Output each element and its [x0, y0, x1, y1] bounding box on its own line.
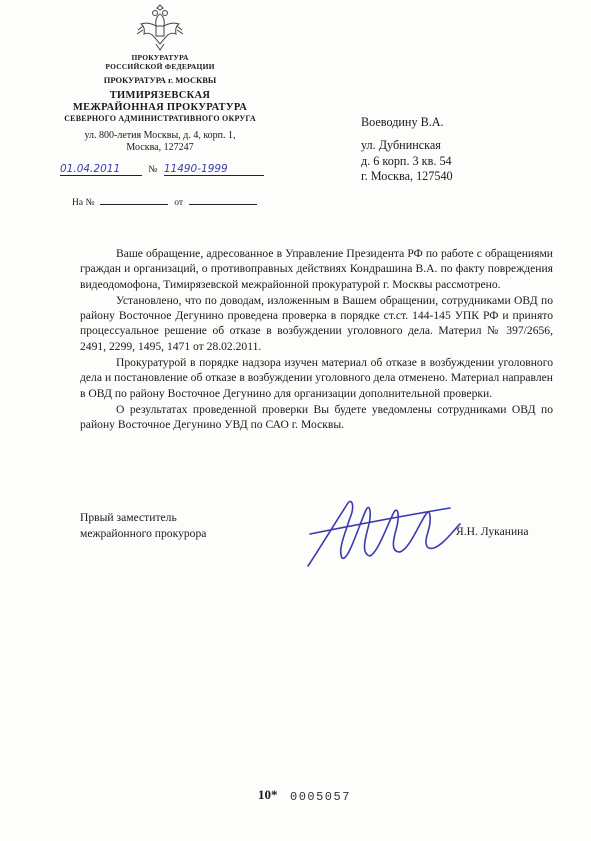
addressee-house: д. 6 корп. 3 кв. 54	[361, 154, 452, 168]
reference-label: На №	[72, 198, 95, 208]
signatory-position-line-2: межрайонного прокурора	[80, 527, 207, 540]
addressee-city: г. Москва, 127540	[361, 169, 453, 183]
header-line-timiryazevskaya: ТИМИРЯЗЕВСКАЯ	[109, 90, 211, 101]
body-paragraph-3: Прокуратурой в порядке надзора изучен материал об отказе в возбуждении уголовного дела и постановление об отказе в возбуждении уголовного дела отменено. Материал направлен в ОВД по району Восточное Дегунино для организации дополнительной проверки.	[80, 356, 553, 400]
handwritten-number: 11490-1999	[163, 163, 228, 175]
header-line-interdistrict: МЕЖРАЙОННАЯ ПРОКУРАТУРА	[72, 102, 248, 113]
header-line-moscow-prosecutors: ПРОКУРАТУРА г. МОСКВЫ	[103, 75, 217, 85]
number-sign: №	[148, 165, 158, 175]
body-paragraph-2: Установлено, что по доводам, изложенным в Вашем обращении, сотрудниками ОВД по району Восточное Дегунино проведена проверка в порядке ст.ст. 144-145 УПК РФ и принято процессуальное решение об отказе в возбуждении уголовного дела. Материл № 397/2656, 2491, 2299, 1495, 1471 от 28.02.2011.	[80, 293, 553, 353]
body-paragraph-4: О результатах проведенной проверки Вы будете уведомлены сотрудниками ОВД по району Восточное Дегунино УВД по САО г. Москвы.	[80, 402, 553, 432]
double-headed-eagle-emblem-icon	[135, 4, 185, 52]
reference-from-label: от	[174, 198, 184, 208]
outgoing-registration-line	[60, 163, 264, 176]
signatory-position	[80, 510, 206, 542]
addressee-street: ул. Дубнинская	[361, 138, 441, 152]
footer-serial-number: 0005057	[290, 790, 351, 804]
signatory-position-line-1: Првый заместитель	[80, 511, 177, 524]
header-address-line-1: ул. 800-летия Москвы, д. 4, корп. 1,	[84, 130, 236, 141]
handwritten-signature-icon	[300, 488, 470, 573]
reference-registration-line	[72, 198, 257, 208]
addressee-name: Воеводину В.А.	[361, 115, 444, 129]
letter-body	[80, 246, 553, 434]
body-paragraph-1: Ваше обращение, адресованное в Управление Президента РФ по работе с обращениями граждан и организаций, о противоправных действиях Кондрашина В.А. по факту повреждения видеодомофона, Тимирязевской межрайонной прокуратурой г. Москвы рассмотрено.	[80, 247, 553, 291]
footer-mark: 10*	[258, 787, 278, 802]
header-address-line-2: Москва, 127247	[126, 142, 194, 153]
header-line-prosecutors-office: ПРОКУРАТУРА	[131, 53, 189, 62]
signatory-name: Я.Н. Луканина	[456, 525, 529, 538]
handwritten-date: 01.04.2011	[60, 163, 121, 175]
header-line-northern-district: СЕВЕРНОГО АДМИНИСТРАТИВНОГО ОКРУГА	[64, 114, 256, 123]
header-line-russian-federation: РОССИЙСКОЙ ФЕДЕРАЦИИ	[105, 62, 215, 71]
